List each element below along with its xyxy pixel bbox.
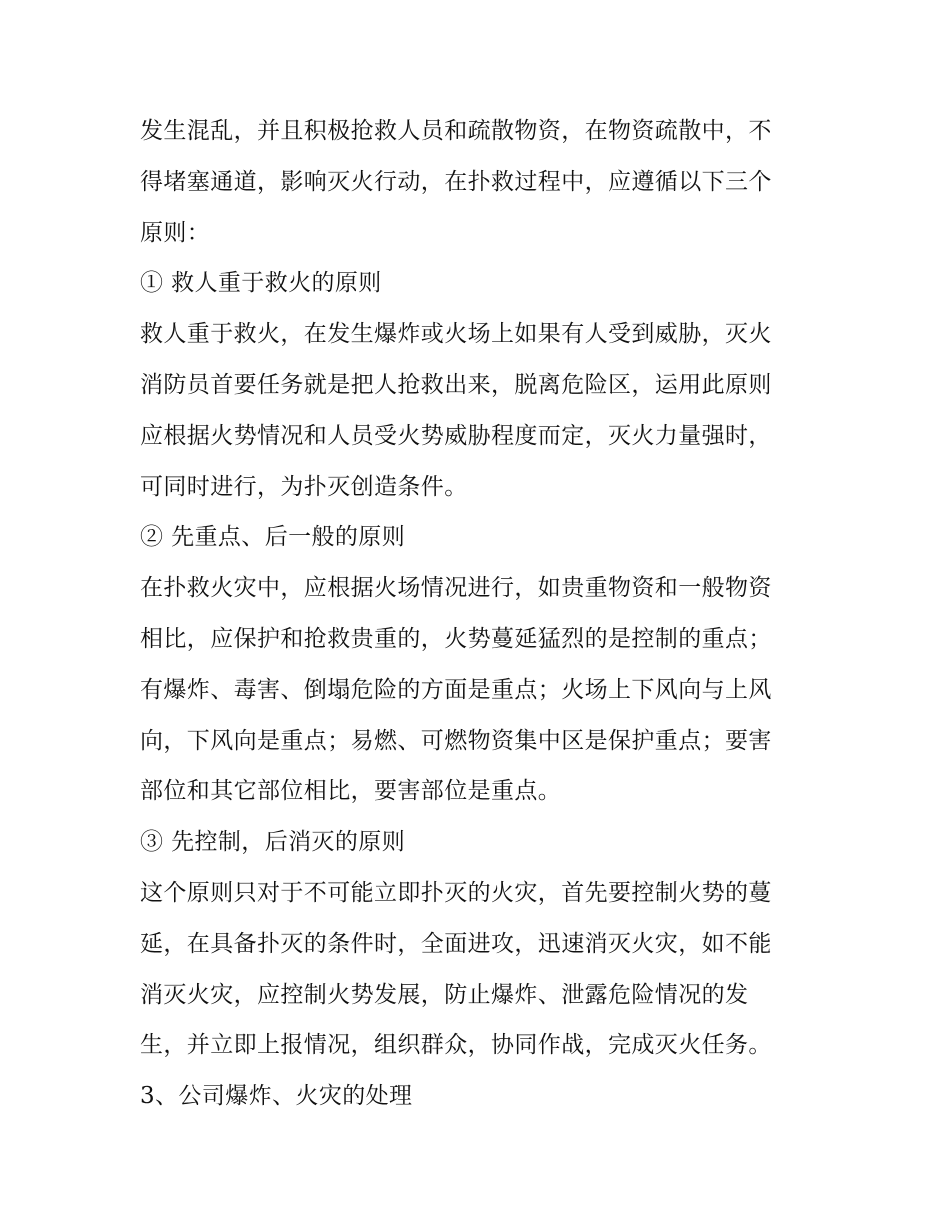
principle-heading-3: ③ 先控制，后消灭的原则: [140, 829, 406, 856]
text-line: 在扑救火灾中，应根据火场情况进行，如贵重物资和一般物资: [140, 575, 772, 602]
principle-heading-1: ① 救人重于救火的原则: [140, 270, 382, 297]
text-line: 得堵塞通道，影响灭火行动，在扑救过程中，应遵循以下三个: [140, 168, 772, 195]
text-line: 可同时进行，为扑灭创造条件。: [140, 473, 468, 500]
text-line: 相比，应保护和抢救贵重的，火势蔓延猛烈的是控制的重点；: [140, 625, 772, 652]
text-line: 延，在具备扑灭的条件时，全面进攻，迅速消灭火灾，如不能: [140, 930, 772, 957]
text-line: 这个原则只对于不可能立即扑灭的火灾，首先要控制火势的蔓: [140, 879, 772, 906]
text-line: 部位和其它部位相比，要害部位是重点。: [140, 778, 562, 805]
section-heading: 3、公司爆炸、火灾的处理: [140, 1083, 413, 1110]
text-line: 消防员首要任务就是把人抢救出来，脱离危险区，运用此原则: [140, 371, 772, 398]
text-line: 救人重于救火，在发生爆炸或火场上如果有人受到威胁，灭火: [140, 321, 772, 348]
principle-heading-2: ② 先重点、后一般的原则: [140, 524, 406, 551]
text-line: 生，并立即上报情况，组织群众，协同作战，完成灭火任务。: [140, 1032, 772, 1059]
text-line: 应根据火势情况和人员受火势威胁程度而定，灭火力量强时，: [140, 422, 772, 449]
text-line: 向，下风向是重点；易燃、可燃物资集中区是保护重点；要害: [140, 727, 772, 754]
document-body: [140, 106, 815, 1122]
text-line: 消灭火灾，应控制火势发展，防止爆炸、泄露危险情况的发: [140, 981, 749, 1008]
text-line: 发生混乱，并且积极抢救人员和疏散物资，在物资疏散中，不: [140, 118, 772, 144]
text-line: 有爆炸、毒害、倒塌危险的方面是重点；火场上下风向与上风: [140, 676, 772, 703]
text-line: 原则：: [140, 219, 211, 246]
